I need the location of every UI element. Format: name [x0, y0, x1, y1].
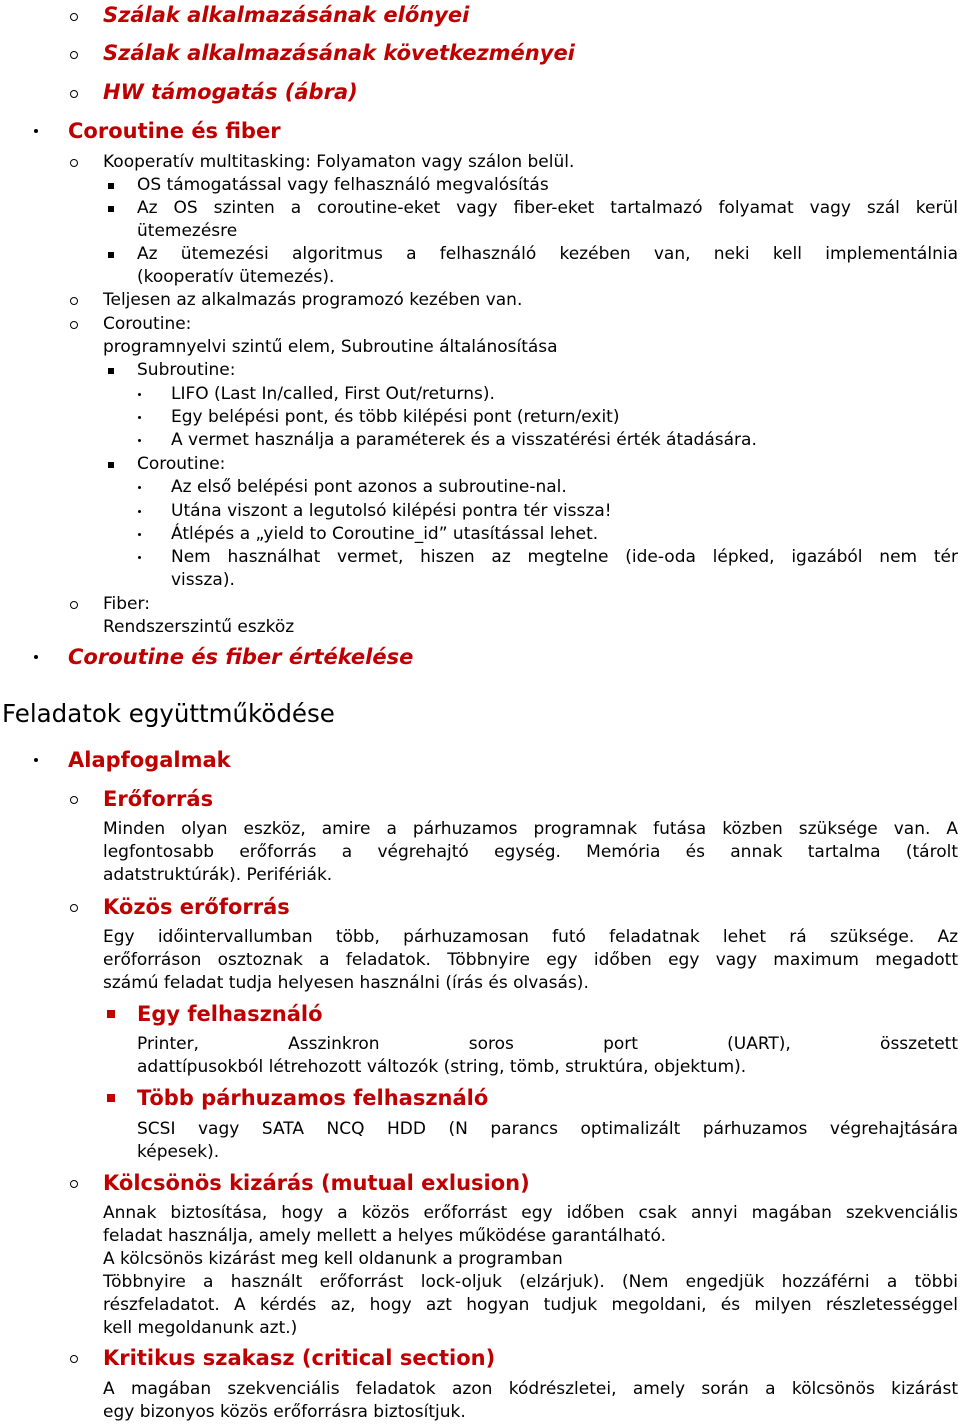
square-bullet-icon: [108, 462, 114, 468]
text-line: [0, 1056, 960, 1080]
subsection-heading: Erőforrás: [103, 787, 214, 811]
circle-bullet-icon: [70, 1355, 78, 1363]
list-item: [0, 895, 960, 919]
text-line: [0, 220, 960, 244]
circle-bullet-icon: [70, 1180, 78, 1188]
list-item: [0, 593, 960, 617]
body-text: Rendszerszintű eszköz: [103, 617, 295, 637]
dot-bullet-icon: [138, 393, 141, 396]
body-text: Fiber:: [103, 594, 150, 614]
body-text: Printer, Asszinkron soros port (UART), összetett: [137, 1034, 958, 1054]
subsection-heading: Közös erőforrás: [103, 895, 290, 919]
list-item: [0, 359, 960, 383]
body-text: Egy időintervallumban több, párhuzamosan futó feladatnak lehet rá szüksége. Az: [103, 927, 958, 947]
list-item: [0, 500, 960, 524]
list-item: [0, 429, 960, 453]
body-text: Subroutine:: [137, 360, 236, 380]
list-item: [0, 787, 960, 811]
circle-bullet-icon: [70, 297, 78, 305]
body-text: legfontosabb erőforrás a végrehajtó egység. Memória és annak tartalma (tárolt: [103, 842, 958, 862]
list-item: [0, 453, 960, 477]
text-line: [0, 1378, 960, 1402]
body-text: SCSI vagy SATA NCQ HDD (N parancs optimalizált párhuzamos végrehajtására: [137, 1119, 958, 1139]
section-heading: Coroutine és fiber: [68, 119, 281, 143]
body-text: vissza).: [171, 570, 235, 590]
list-item: [0, 476, 960, 500]
list-item: [0, 243, 960, 267]
page-title: [0, 699, 960, 731]
list-item: [0, 289, 960, 313]
subsection-heading: Kritikus szakasz (critical section): [103, 1346, 496, 1370]
list-item: [0, 313, 960, 337]
text-line: [0, 1294, 960, 1318]
dot-bullet-icon: [34, 758, 38, 762]
text-line: [0, 266, 960, 290]
text-line: [0, 972, 960, 996]
text-line: [0, 336, 960, 360]
text-line: [0, 616, 960, 640]
list-item: [0, 174, 960, 198]
list-item: [0, 1086, 960, 1110]
body-text: képesek).: [137, 1142, 220, 1162]
body-text: Többnyire a használt erőforrást lock-oljuk (elzárjuk). (Nem engedjük hozzáférni a többi: [103, 1272, 958, 1292]
text-line: [0, 949, 960, 973]
text-line: [0, 841, 960, 865]
body-text: OS támogatással vagy felhasználó megvalósítás: [137, 175, 549, 195]
body-text: Az ütemezési algoritmus a felhasználó kezében van, neki kell implementálnia: [137, 244, 958, 264]
square-bullet-icon: [107, 1010, 115, 1018]
dot-bullet-icon: [138, 439, 141, 442]
text-line: [0, 1248, 960, 1272]
text-line: [0, 1225, 960, 1249]
square-bullet-icon: [108, 206, 114, 212]
dot-bullet-icon: [138, 533, 141, 536]
list-item: [0, 42, 960, 66]
list-item: [0, 546, 960, 570]
page-title-text: Feladatok együttműködése: [2, 699, 335, 728]
body-text: Coroutine:: [103, 314, 192, 334]
body-text: A kölcsönös kizárást meg kell oldanunk a programban: [103, 1249, 563, 1269]
dot-bullet-icon: [34, 655, 38, 659]
square-bullet-icon: [107, 1094, 115, 1102]
heading-text: Szálak alkalmazásának előnyei: [103, 3, 470, 27]
body-text: Nem használhat vermet, hiszen az megtelne (ide-oda lépked, igazából nem tér: [171, 547, 958, 567]
circle-bullet-icon: [70, 601, 78, 609]
subsection-heading: Több párhuzamos felhasználó: [137, 1086, 489, 1110]
list-item: [0, 383, 960, 407]
dot-bullet-icon: [138, 416, 141, 419]
body-text: erőforráson osztoznak a feladatok. Többnyire egy időben egy vagy maximum megadott: [103, 950, 958, 970]
list-item: [0, 151, 960, 175]
body-text: Annak biztosítása, hogy a közös erőforrást egy időben csak annyi magában szekvenciális: [103, 1203, 958, 1223]
dot-bullet-icon: [138, 486, 141, 489]
body-text: adattípusokból létrehozott változók (string, tömb, struktúra, objektum).: [137, 1057, 747, 1077]
subsection-heading: Kölcsönös kizárás (mutual exlusion): [103, 1171, 530, 1195]
body-text: részfeladatot. A kérdés az, hogy azt hogyan tudjuk megoldani, és milyen részletességgel: [103, 1295, 958, 1315]
body-text: Egy belépési pont, és több kilépési pont (return/exit): [171, 407, 620, 427]
text-line: [0, 1141, 960, 1165]
body-text: programnyelvi szintű elem, Subroutine általánosítása: [103, 337, 558, 357]
list-item: [0, 523, 960, 547]
dot-bullet-icon: [138, 556, 141, 559]
heading-text: HW támogatás (ábra): [103, 80, 358, 104]
dot-bullet-icon: [138, 510, 141, 513]
list-item: [0, 1002, 960, 1026]
square-bullet-icon: [108, 368, 114, 374]
body-text: (kooperatív ütemezés).: [137, 267, 335, 287]
list-item: [0, 1346, 960, 1370]
body-text: adatstruktúrák). Perifériák.: [103, 865, 333, 885]
body-text: feladat használja, amely mellett a helyes működése garantálható.: [103, 1226, 667, 1246]
body-text: A magában szekvenciális feladatok azon kódrészletei, amely során a kölcsönös kizárást: [103, 1379, 958, 1399]
text-line: [0, 926, 960, 950]
body-text: ütemezésre: [137, 221, 238, 241]
circle-bullet-icon: [70, 796, 78, 804]
list-item: [0, 748, 960, 772]
circle-bullet-icon: [70, 321, 78, 329]
list-item: [0, 1171, 960, 1195]
circle-bullet-icon: [70, 13, 78, 21]
dot-bullet-icon: [34, 129, 38, 133]
body-text: A vermet használja a paraméterek és a visszatérési érték átadására.: [171, 430, 757, 450]
body-text: LIFO (Last In/called, First Out/returns).: [171, 384, 495, 404]
list-item: [0, 81, 960, 105]
text-line: [0, 1401, 960, 1425]
text-line: [0, 1317, 960, 1341]
list-item: [0, 119, 960, 143]
body-text: Coroutine:: [137, 454, 226, 474]
text-line: [0, 864, 960, 888]
body-text: számú feladat tudja helyesen használni (írás és olvasás).: [103, 973, 589, 993]
square-bullet-icon: [108, 252, 114, 258]
body-text: egy bizonyos közös erőforrásra biztosítjuk.: [103, 1402, 466, 1422]
square-bullet-icon: [108, 183, 114, 189]
body-text: Kooperatív multitasking: Folyamaton vagy szálon belül.: [103, 152, 575, 172]
list-item: [0, 645, 960, 669]
body-text: Utána viszont a legutolsó kilépési pontra tér vissza!: [171, 501, 612, 521]
heading-text: Szálak alkalmazásának következményei: [103, 41, 575, 65]
list-item: [0, 4, 960, 28]
circle-bullet-icon: [70, 159, 78, 167]
text-line: [0, 1271, 960, 1295]
text-line: [0, 1202, 960, 1226]
body-text: Átlépés a „yield to Coroutine_id” utasítással lehet.: [171, 524, 599, 544]
text-line: [0, 569, 960, 593]
body-text: Az OS szinten a coroutine-eket vagy fiber-eket tartalmazó folyamat vagy szál kerül: [137, 198, 958, 218]
text-line: [0, 1033, 960, 1057]
circle-bullet-icon: [70, 90, 78, 98]
body-text: Teljesen az alkalmazás programozó kezében van.: [103, 290, 523, 310]
body-text: kell megoldanunk azt.): [103, 1318, 298, 1338]
subsection-heading: Egy felhasználó: [137, 1002, 323, 1026]
section-heading: Alapfogalmak: [68, 748, 231, 772]
section-heading: Coroutine és fiber értékelése: [68, 645, 414, 669]
text-line: [0, 1118, 960, 1142]
list-item: [0, 406, 960, 430]
circle-bullet-icon: [70, 904, 78, 912]
body-text: Az első belépési pont azonos a subroutine-nal.: [171, 477, 567, 497]
circle-bullet-icon: [70, 51, 78, 59]
text-line: [0, 818, 960, 842]
body-text: Minden olyan eszköz, amire a párhuzamos programnak futása közben szüksége van. A: [103, 819, 958, 839]
list-item: [0, 197, 960, 221]
